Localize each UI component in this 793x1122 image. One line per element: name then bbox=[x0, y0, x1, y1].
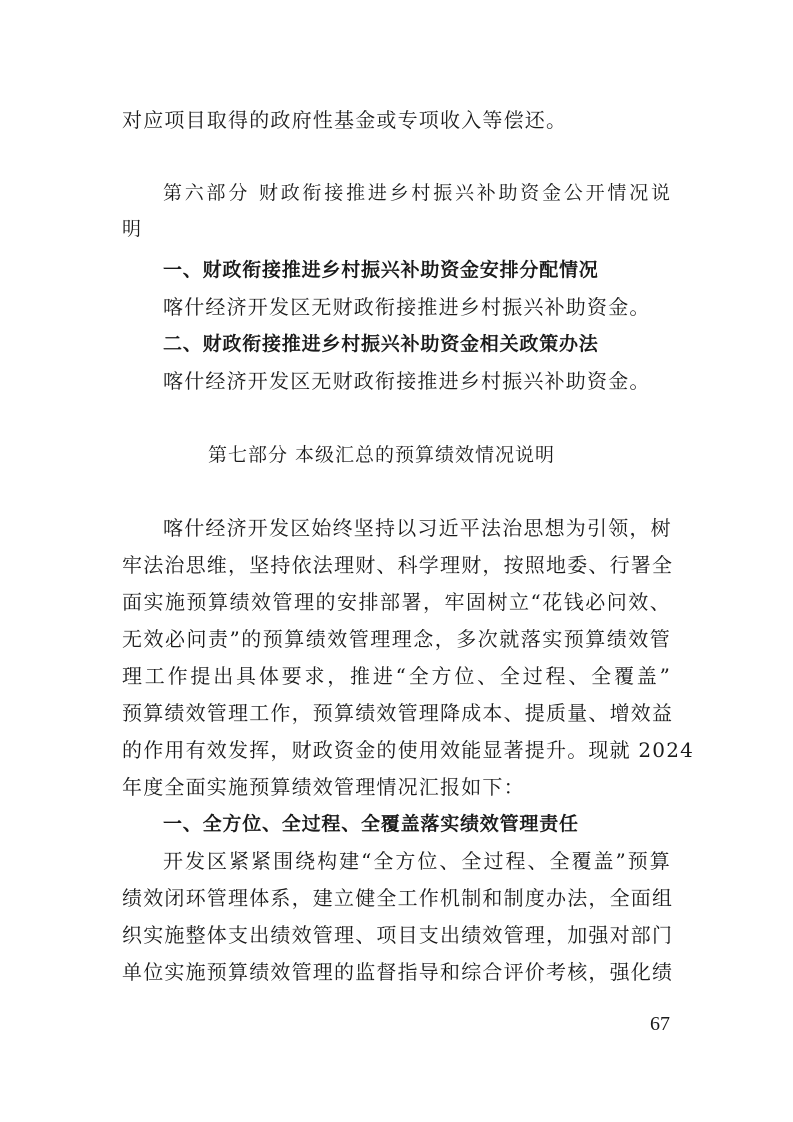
paragraph-line: 喀什经济开发区始终坚持以习近平法治思想为引领，树 bbox=[163, 516, 672, 540]
page-number: 67 bbox=[650, 1013, 670, 1035]
paragraph-line: 织实施整体支出绩效管理、项目支出绩效管理，加强对部门 bbox=[122, 923, 674, 947]
paragraph-line: 开发区紧紧围绕构建“全方位、全过程、全覆盖”预算 bbox=[163, 849, 671, 873]
paragraph-line: 面实施预算绩效管理的安排部署，牢固树立“花钱必问效、 bbox=[122, 590, 671, 614]
subheading-1: 一、财政衔接推进乡村振兴补助资金安排分配情况 bbox=[163, 259, 599, 281]
paragraph-line: 无效必问责”的预算绩效管理理念，多次就落实预算绩效管 bbox=[122, 627, 671, 651]
paragraph-line: 绩效闭环管理体系，建立健全工作机制和制度办法，全面组 bbox=[122, 886, 674, 910]
paragraph-line: 的作用有效发挥，财政资金的使用效能显著提升。现就 2024 bbox=[122, 738, 695, 762]
paragraph-line: 单位实施预算绩效管理的监督指导和综合评价考核，强化绩 bbox=[122, 960, 674, 984]
section-heading-part7: 第七部分 本级汇总的预算绩效情况说明 bbox=[208, 444, 556, 466]
subheading-3: 一、全方位、全过程、全覆盖落实绩效管理责任 bbox=[163, 813, 579, 835]
body-text-line: 喀什经济开发区无财政衔接推进乡村振兴补助资金。 bbox=[163, 369, 651, 393]
body-text-line: 喀什经济开发区无财政衔接推进乡村振兴补助资金。 bbox=[163, 295, 651, 319]
subheading-2: 二、财政衔接推进乡村振兴补助资金相关政策办法 bbox=[163, 333, 599, 355]
paragraph-line: 预算绩效管理工作，预算绩效管理降成本、提质量、增效益 bbox=[122, 701, 674, 725]
section-heading-part6: 第六部分 财政衔接推进乡村振兴补助资金公开情况说 bbox=[163, 182, 671, 204]
body-text-line: 对应项目取得的政府性基金或专项收入等偿还。 bbox=[122, 108, 568, 132]
paragraph-line: 理工作提出具体要求，推进“全方位、全过程、全覆盖” bbox=[122, 664, 671, 688]
section-heading-part6-cont: 明 bbox=[122, 218, 143, 240]
paragraph-line: 牢法治思维，坚持依法理财、科学理财，按照地委、行署全 bbox=[122, 553, 674, 577]
paragraph-line: 年度全面实施预算绩效管理情况汇报如下： bbox=[122, 775, 525, 799]
